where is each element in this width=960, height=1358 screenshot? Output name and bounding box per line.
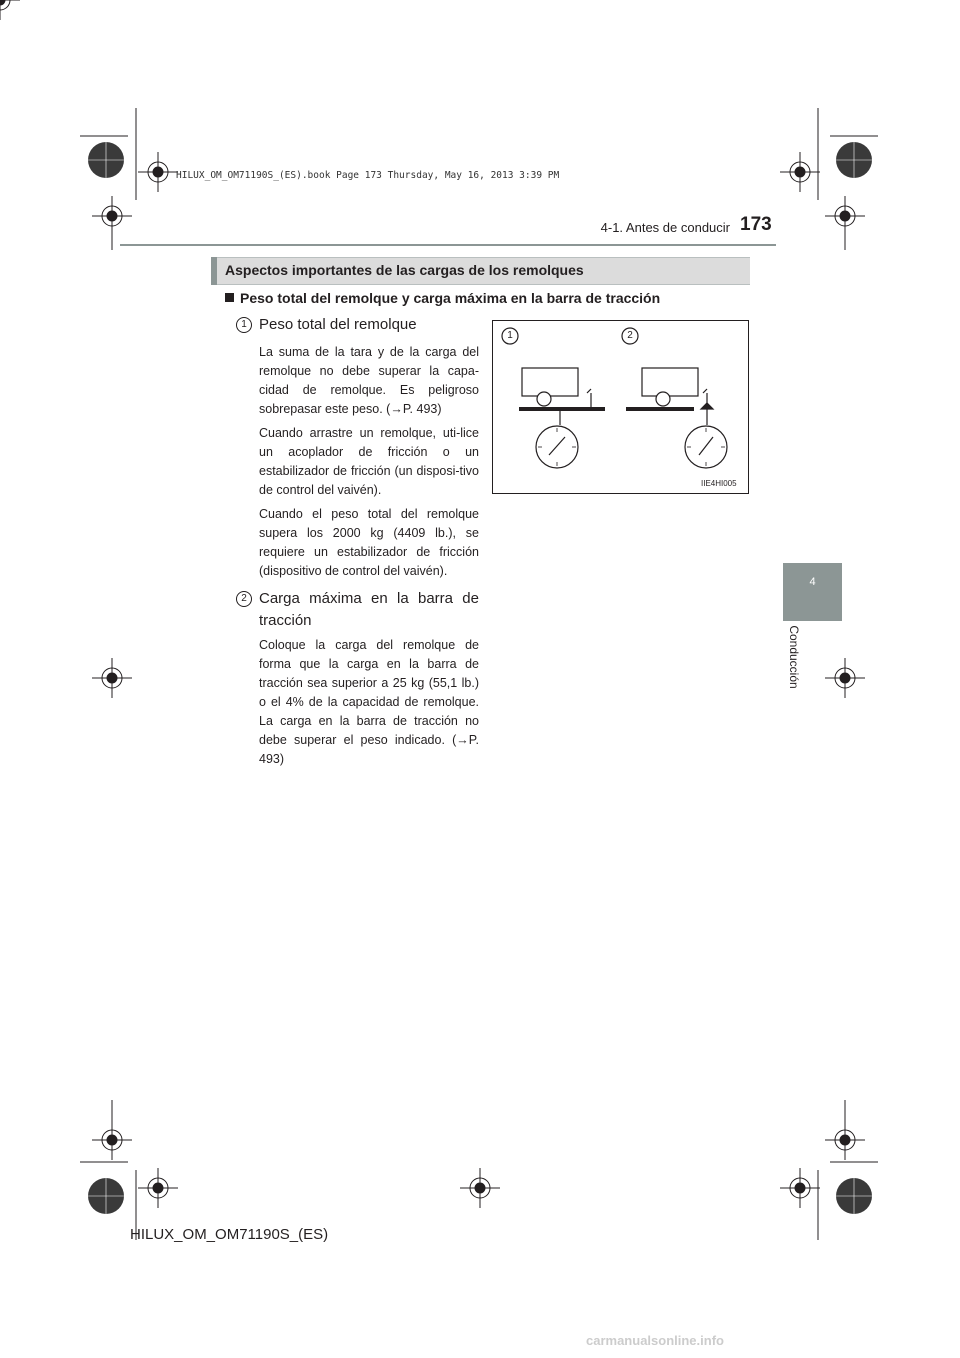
subheading xyxy=(225,290,660,306)
item-number-badge: 1 xyxy=(236,317,252,333)
footer-document-code: HILUX_OM_OM71190S_(ES) xyxy=(130,1226,329,1243)
chapter-tab-number: 4 xyxy=(809,576,816,588)
section-banner-title: Aspectos importantes de las cargas de los remolques xyxy=(225,262,584,278)
figure-label-2: 2 xyxy=(627,330,633,341)
section-banner-accent xyxy=(211,257,217,285)
section-title: 4-1. Antes de conducir xyxy=(600,220,730,235)
item-number-badge: 2 xyxy=(236,591,252,607)
watermark: carmanualsonline.info xyxy=(586,1333,724,1348)
item-title: Carga máxima en la barra de tracción xyxy=(259,590,479,629)
item-paragraph: Cuando arrastre un remolque, uti-lice un acoplador de fricción o un estabilizador de fricción (un disposi-tivo de control del vaivén). xyxy=(259,426,479,497)
trailer-weight-figure xyxy=(492,320,749,494)
square-bullet-icon xyxy=(225,293,234,302)
subheading-text: Peso total del remolque y carga máxima en la barra de tracción xyxy=(240,290,661,306)
trailer-scale-illustration xyxy=(493,321,748,493)
item-title: Peso total del remolque xyxy=(259,316,417,333)
book-filename-stamp: HILUX_OM_OM71190S_(ES).book Page 173 Thursday, May 16, 2013 3:39 PM xyxy=(176,170,560,181)
page-number: 173 xyxy=(740,214,772,235)
chapter-tab-label: Conducción xyxy=(787,625,801,689)
item-paragraph: Cuando el peso total del remolque supera los 2000 kg (4409 lb.), se requiere un estabilizador de fricción (dispositivo de control del vaivén). xyxy=(259,507,479,578)
item-paragraph: La suma de la tara y de la carga del remolque no debe superar la capa-cidad de remolque. Es peligroso sobrepasar este peso. (→P. 493) xyxy=(259,345,479,416)
item-paragraph: Coloque la carga del remolque de forma que la carga en la barra de tracción sea superior a 25 kg (55,1 lb.) o el 4% de la capacidad de remolque. La carga en la barra de tracción no debe superar el peso indicado. (→P. 493) xyxy=(259,638,479,766)
header-rule xyxy=(120,244,776,246)
figure-label-1: 1 xyxy=(507,330,513,341)
figure-code: IIE4HI005 xyxy=(701,479,737,488)
